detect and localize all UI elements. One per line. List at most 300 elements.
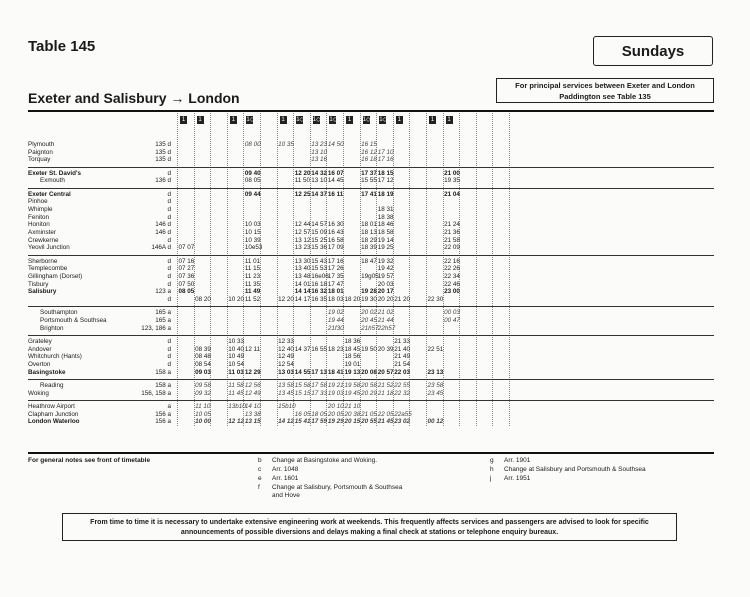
table-reference: 146 d: [155, 229, 171, 236]
station-name: Tisbury: [28, 280, 49, 288]
departure-time: 09 40: [244, 169, 261, 177]
departure-time: 18 58: [377, 229, 394, 236]
departure-time: 19 58: [344, 381, 361, 389]
departure-time: 09 58: [195, 381, 211, 389]
departure-time: 19 21: [327, 381, 344, 389]
departure-time: 10 20: [228, 296, 245, 304]
station-name: Brighton: [40, 324, 64, 332]
table-reference: d: [167, 345, 171, 353]
station-name: Exeter Central: [28, 190, 71, 198]
departure-time: 22 16: [444, 257, 460, 265]
departure-time: 11 03: [228, 368, 244, 376]
station-name: Pinhoe: [28, 198, 48, 206]
departure-time: 19 13: [344, 368, 361, 376]
table-reference: 165 a: [155, 317, 171, 324]
departure-time: 14 50: [327, 141, 344, 148]
departure-time: 10 00: [195, 418, 211, 426]
first-class-icon: 1: [281, 117, 285, 123]
departure-time: 14 37: [311, 190, 328, 198]
departure-time: 11 35: [244, 280, 261, 288]
departure-time: 11 58: [228, 381, 244, 389]
top-rule: [28, 110, 714, 112]
departure-time: 16 18: [311, 280, 328, 288]
departure-time: 08 20: [195, 296, 211, 304]
departure-time: 21f30: [327, 324, 344, 332]
table-reference: d: [167, 296, 171, 304]
table-reference: d: [167, 213, 171, 221]
table-reference: 135 d: [155, 141, 171, 148]
table-reference: 146 d: [155, 221, 171, 229]
departure-time: 13 40: [294, 265, 311, 273]
table-reference: 158 a: [155, 368, 171, 376]
footnote-text: Arr. 1951: [504, 475, 531, 482]
departure-time: 19 25: [377, 244, 394, 252]
departure-time: 08 48: [195, 353, 211, 361]
departure-time: 11 10: [195, 402, 211, 410]
departure-time: 19 28: [361, 288, 377, 296]
departure-time: 19 50: [361, 345, 377, 353]
departure-time: 16 12: [361, 148, 377, 156]
departure-time: 18 20: [344, 296, 361, 304]
first-class-icon: 1◇: [312, 117, 321, 123]
departure-time: 20 39: [377, 345, 394, 353]
table-reference: d: [167, 353, 171, 361]
station-name: Clapham Junction: [28, 410, 79, 418]
departure-time: 14 10: [244, 402, 261, 410]
departure-time: 18 41: [327, 368, 344, 376]
departure-time: 22 32: [394, 389, 411, 397]
departure-time: 17 41: [361, 190, 377, 198]
first-class-icon: 1◇: [246, 117, 255, 123]
footnote-text: Change at Salisbury, Portsmouth & Southsea: [272, 484, 403, 491]
departure-time: 20 58: [361, 381, 377, 389]
table-reference: 136 d: [155, 177, 171, 185]
departure-time: 19g05: [361, 273, 379, 280]
footnote-key: h: [490, 466, 494, 473]
departure-time: 20 29: [361, 389, 377, 397]
table-reference: 158 a: [155, 381, 171, 389]
table-reference: 135 d: [155, 156, 171, 164]
departure-time: 08 05: [244, 177, 261, 185]
departure-time: 18 05: [311, 410, 328, 418]
departure-time: 12 49: [278, 353, 294, 361]
departure-time: 11 45: [228, 389, 244, 397]
station-name: Salisbury: [28, 288, 57, 296]
departure-time: 13 58: [278, 381, 294, 389]
departure-time: 22 05: [377, 410, 394, 418]
section-divider: [28, 400, 714, 401]
departure-time: 20 57: [377, 368, 394, 376]
footnote-key: e: [258, 475, 262, 482]
departure-time: 16 11: [327, 190, 344, 198]
first-class-icon: 1: [198, 117, 202, 123]
departure-time: 22 03: [394, 368, 411, 376]
station-name: Andover: [28, 345, 52, 353]
departure-time: 21 20: [394, 296, 411, 304]
departure-time: 17 13: [311, 368, 328, 376]
departure-time: 19 32: [377, 257, 394, 265]
first-class-icon: 1: [231, 117, 235, 123]
day-badge: Sundays: [593, 36, 713, 66]
departure-time: 17 35: [327, 273, 344, 280]
departure-time: 16 07: [327, 169, 344, 177]
departure-time: 12 54: [278, 361, 294, 368]
footnote-text: Arr. 1601: [272, 475, 299, 482]
departure-time: 20 03: [377, 280, 394, 288]
departure-time: 16 30: [327, 221, 344, 229]
departure-time: 18 29: [361, 236, 377, 244]
table-reference: d: [167, 190, 171, 198]
station-name: Portsmouth & Southsea: [40, 317, 107, 324]
station-name: Torquay: [28, 156, 51, 164]
departure-time: 21 52: [377, 381, 394, 389]
bottom-rule: [28, 452, 714, 454]
departure-time: 23 45: [427, 389, 444, 397]
departure-time: 12 49: [244, 389, 261, 397]
departure-time: 22 55: [394, 381, 411, 389]
first-class-icon: 1◇: [329, 117, 338, 123]
departure-time: 16 58: [327, 236, 344, 244]
departure-time: 15 58: [294, 381, 311, 389]
departure-time: 12 56: [244, 381, 261, 389]
departure-time: 18 19: [377, 190, 394, 198]
departure-time: 21 02: [377, 309, 394, 317]
footnote-text: Arr. 1048: [272, 466, 299, 473]
engineering-notice: From time to time it is necessary to undertake extensive engineering work at weekends. This frequently affects services and passengers are advised to look for specific announcements of possible diversions and delays making a final check at stations or telephone enquiry bureaux.: [62, 513, 677, 541]
departure-time: 19 14: [377, 236, 394, 244]
station-name: Feniton: [28, 213, 50, 221]
table-reference: a: [167, 402, 171, 410]
station-name: London Waterloo: [28, 418, 80, 426]
table-reference: 156, 158 a: [141, 389, 171, 397]
departure-time: 23 58: [427, 381, 444, 389]
first-class-icon: 1: [430, 117, 435, 123]
station-name: Reading: [40, 381, 64, 389]
departure-time: 07 16: [178, 257, 195, 265]
departure-time: 21 45: [377, 418, 394, 426]
station-name: Crewkerne: [28, 236, 59, 244]
departure-time: 20 15: [344, 418, 361, 426]
departure-time: 14 14: [294, 288, 311, 296]
departure-time: 12 33: [278, 337, 294, 345]
first-class-icon: 1: [397, 117, 401, 123]
departure-time: 17 59: [311, 418, 328, 426]
table-reference: 123, 186 a: [141, 324, 171, 332]
first-class-icon: 1◇: [296, 117, 305, 123]
station-name: Yeovil Junction: [28, 244, 70, 252]
departure-time: 07 50: [178, 280, 195, 288]
first-class-icon: 1: [181, 117, 186, 123]
first-class-icon: 1: [447, 117, 451, 123]
departure-time: 15 36: [311, 244, 328, 252]
departure-time: 19 57: [377, 273, 394, 280]
departure-time: 09 03: [195, 368, 211, 376]
departure-time: 20 55: [361, 418, 377, 426]
general-notes: For general notes see front of timetable: [28, 457, 151, 464]
departure-time: 10 39: [244, 236, 261, 244]
departure-time: 21 24: [444, 221, 460, 229]
first-class-icon: 1◇: [379, 117, 388, 123]
departure-time: 14 55: [294, 368, 311, 376]
station-name: Axminster: [28, 229, 56, 236]
table-reference: d: [167, 273, 171, 280]
departure-time: 10 49: [228, 353, 245, 361]
departure-time: 21 58: [444, 236, 460, 244]
departure-time: 21 33: [394, 337, 411, 345]
departure-time: 12 44: [294, 221, 311, 229]
footnote-key: c: [258, 466, 262, 473]
departure-time: 20 05: [327, 410, 344, 418]
departure-time: 22 51: [427, 345, 444, 353]
departure-time: 21 40: [394, 345, 411, 353]
departure-time: 15 25: [311, 236, 328, 244]
departure-time: 19 45: [344, 389, 361, 397]
departure-time: 12 12: [228, 418, 245, 426]
departure-time: 10e53: [244, 244, 263, 252]
departure-time: 23 13: [427, 368, 444, 376]
footnote-key: j: [490, 475, 492, 482]
departure-time: 12 57: [294, 229, 311, 236]
principal-services-note: For principal services between Exeter and London Paddington see Table 135: [496, 78, 714, 103]
departure-time: 22 34: [444, 273, 460, 280]
footnote-key: f: [258, 484, 260, 491]
departure-time: 22 46: [444, 280, 460, 288]
footnote-text: and Hove: [272, 492, 300, 499]
footnote-text: Change at Basingstoke and Woking.: [272, 457, 378, 464]
station-name: Whitchurch (Hants): [28, 353, 82, 361]
departure-time: 19 44: [327, 317, 344, 324]
footnote-text: Change at Salisbury and Portsmouth & Southsea: [504, 466, 646, 473]
departure-time: 18 13: [361, 229, 377, 236]
table-number: Table 145: [28, 38, 96, 55]
departure-time: 15 43: [311, 257, 328, 265]
departure-time: 16 15: [361, 141, 377, 148]
section-divider: [28, 379, 714, 380]
departure-time: 18 01: [327, 288, 344, 296]
departure-time: 21 10: [344, 402, 361, 410]
table-reference: d: [167, 257, 171, 265]
table-reference: 165 a: [155, 309, 171, 317]
departure-time: 14 17: [294, 296, 311, 304]
station-name: Grateley: [28, 337, 52, 345]
departure-time: 19 30: [361, 296, 377, 304]
departure-time: 20 45: [361, 317, 377, 324]
departure-time: 18 45: [344, 345, 361, 353]
departure-time: 21 36: [444, 229, 460, 236]
footnote-text: Arr. 1901: [504, 457, 531, 464]
departure-time: 13 12: [294, 236, 311, 244]
section-divider: [28, 188, 714, 189]
departure-time: 17 12: [377, 177, 394, 185]
departure-time: 13 38: [244, 410, 261, 418]
departure-time: 17 16: [377, 156, 394, 164]
departure-time: 16 35: [311, 296, 328, 304]
departure-time: 22 09: [444, 244, 460, 252]
departure-time: 18 31: [377, 205, 394, 213]
departure-time: 08 05: [178, 288, 195, 296]
departure-time: 19 35: [444, 177, 460, 185]
departure-time: 10 54: [228, 361, 245, 368]
departure-time: 18 47: [361, 257, 377, 265]
departure-time: 15 41: [294, 418, 311, 426]
departure-time: 14 37: [294, 345, 311, 353]
departure-time: 12 20: [278, 296, 294, 304]
table-reference: 156 a: [155, 410, 171, 418]
table-reference: 156 a: [155, 418, 171, 426]
departure-time: 19 42: [377, 265, 394, 273]
departure-time: 22h57: [377, 324, 396, 332]
departure-time: 17 16: [327, 257, 344, 265]
departure-time: 11 23: [244, 273, 261, 280]
departure-time: 14 01: [294, 280, 311, 288]
departure-time: 14 32: [311, 169, 328, 177]
footnote-key: g: [490, 457, 494, 464]
departure-time: 14 45: [327, 177, 344, 185]
departure-time: 16 18: [361, 156, 377, 164]
departure-time: 15 55: [361, 177, 377, 185]
departure-time: 21 49: [394, 353, 411, 361]
station-name: Woking: [28, 389, 49, 397]
departure-time: 21 54: [394, 361, 411, 368]
departure-time: 16 55: [311, 345, 328, 353]
departure-time: 22a55: [394, 410, 412, 418]
departure-time: 11 50: [294, 177, 310, 185]
departure-time: 20 02: [361, 309, 377, 317]
departure-time: 18 23: [327, 345, 344, 353]
departure-time: 00 47: [444, 317, 460, 324]
departure-time: 19 03: [327, 389, 344, 397]
departure-time: 21 04: [444, 190, 460, 198]
departure-time: 20 38: [344, 410, 361, 418]
departure-time: 21 00: [444, 169, 460, 177]
departure-time: 13b10: [228, 402, 246, 410]
route-title: Exeter and Salisbury → London: [28, 90, 240, 106]
departure-time: 23 00: [444, 288, 460, 296]
section-divider: [28, 167, 714, 168]
departure-time: 16e06: [311, 273, 329, 280]
departure-time: 10 15: [244, 229, 261, 236]
station-name: Gillingham (Dorset): [28, 273, 83, 280]
table-reference: d: [167, 280, 171, 288]
table-reference: d: [167, 337, 171, 345]
departure-time: 07 07: [178, 244, 195, 252]
section-divider: [28, 255, 714, 256]
departure-time: 11 15: [244, 265, 261, 273]
departure-time: 13 15: [244, 418, 261, 426]
station-name: Plymouth: [28, 141, 55, 148]
section-divider: [28, 306, 714, 307]
departure-time: 19 02: [327, 309, 344, 317]
departure-time: 10 40: [228, 345, 245, 353]
departure-time: 11 49: [244, 288, 261, 296]
departure-time: 18 01: [361, 221, 377, 229]
departure-time: 23 02: [394, 418, 411, 426]
departure-time: 08 00: [244, 141, 261, 148]
departure-time: 16 32: [311, 288, 328, 296]
departure-time: 13 48: [294, 273, 311, 280]
first-class-icon: 1: [347, 117, 352, 123]
departure-time: 10 33: [228, 337, 245, 345]
departure-time: 14 12: [278, 418, 294, 426]
departure-time: 08 39: [195, 345, 211, 353]
departure-time: 14 57: [311, 221, 328, 229]
departure-time: 15 15: [294, 389, 311, 397]
departure-time: 18 15: [377, 169, 394, 177]
departure-time: 18 56: [344, 353, 361, 361]
departure-time: 00 12: [427, 418, 444, 426]
departure-time: 20 17: [377, 288, 394, 296]
departure-time: 13 30: [294, 257, 311, 265]
departure-time: 12 25: [294, 190, 311, 198]
departure-time: 18 46: [377, 221, 394, 229]
departure-time: 21 18: [377, 389, 394, 397]
station-name: Paignton: [28, 148, 53, 156]
station-name: Basingstoke: [28, 368, 66, 376]
table-reference: d: [167, 205, 171, 213]
departure-time: 07 27: [178, 265, 195, 273]
departure-time: 12 20: [294, 169, 311, 177]
departure-time: 13 45: [278, 389, 294, 397]
departure-time: 15 09: [311, 229, 328, 236]
station-name: Overton: [28, 361, 51, 368]
departure-time: 12 29: [244, 368, 261, 376]
departure-time: 10 35: [278, 141, 294, 148]
departure-time: 17 58: [311, 381, 328, 389]
departure-time: 16 05: [294, 410, 311, 418]
table-reference: d: [167, 361, 171, 368]
departure-time: 08 54: [195, 361, 211, 368]
station-name: Honiton: [28, 221, 50, 229]
departure-time: 18 38: [377, 213, 394, 221]
station-name: Exmouth: [40, 177, 65, 185]
departure-time: 22 26: [444, 265, 460, 273]
departure-time: 18 36: [344, 337, 361, 345]
station-name: Southampton: [40, 309, 78, 317]
departure-time: 15 53: [311, 265, 328, 273]
departure-time: 20 10: [327, 402, 344, 410]
table-reference: 146A d: [151, 244, 171, 252]
departure-time: 12 11: [244, 345, 261, 353]
departure-time: 10 05: [195, 410, 211, 418]
table-reference: d: [167, 236, 171, 244]
departure-time: 00 03: [444, 309, 460, 317]
departure-time: 10 03: [244, 221, 261, 229]
departure-time: 13 10: [311, 148, 328, 156]
departure-time: 17 09: [327, 244, 344, 252]
departure-time: 21 05: [361, 410, 377, 418]
table-reference: d: [167, 265, 171, 273]
departure-time: 20 08: [361, 368, 377, 376]
departure-time: 13 16: [311, 156, 328, 164]
station-name: Templecombe: [28, 265, 68, 273]
departure-time: 11 01: [244, 257, 261, 265]
section-divider: [28, 335, 714, 336]
departure-time: 17 37: [361, 169, 377, 177]
departure-time: 12 40: [278, 345, 294, 353]
departure-time: 17 33: [311, 389, 328, 397]
table-reference: 135 d: [155, 148, 171, 156]
departure-time: 09 44: [244, 190, 261, 198]
departure-time: 17 26: [327, 265, 344, 273]
departure-time: 13 23: [311, 141, 328, 148]
departure-time: 07 36: [178, 273, 195, 280]
departure-time: 19 01: [344, 361, 361, 368]
departure-time: 17 47: [327, 280, 344, 288]
departure-time: 09 32: [195, 389, 211, 397]
departure-time: 13 23: [294, 244, 311, 252]
station-name: Whimple: [28, 205, 53, 213]
departure-time: 16 43: [327, 229, 344, 236]
